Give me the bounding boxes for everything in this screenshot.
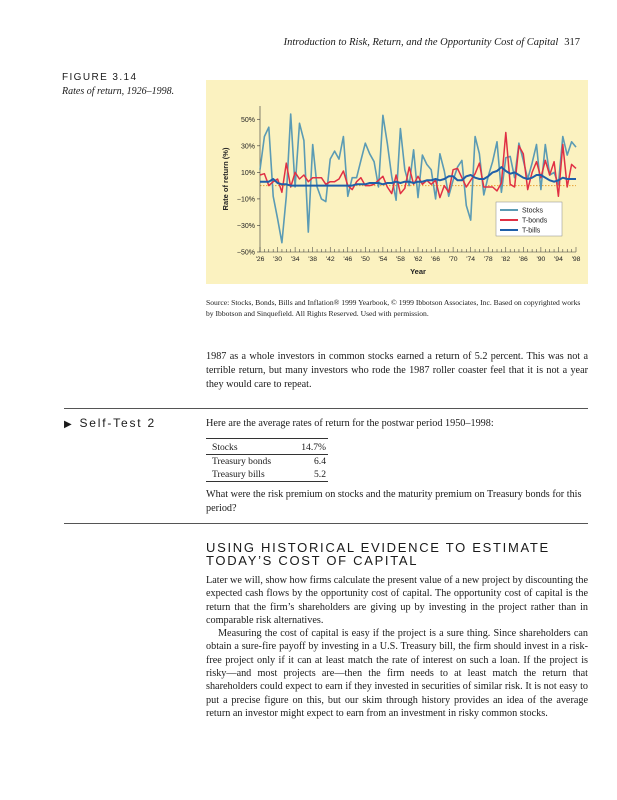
- y-tick-label: −50%: [236, 249, 255, 257]
- returns-chart: [206, 80, 588, 284]
- y-tick-label: −10%: [236, 196, 255, 204]
- x-tick-label: '62: [413, 256, 423, 263]
- x-tick-label: '98: [571, 256, 581, 263]
- x-tick-label: '86: [518, 256, 528, 263]
- x-tick-label: '30: [273, 256, 282, 263]
- self-test-intro: Here are the average rates of return for the postwar period 1950–1998:: [206, 418, 494, 429]
- page-number: 317: [564, 37, 580, 48]
- section-heading-line-2: TODAY’S COST OF CAPITAL: [206, 553, 419, 568]
- legend-label: Stocks: [522, 207, 544, 215]
- x-tick-label: '70: [448, 256, 458, 263]
- x-tick-label: '90: [536, 256, 546, 263]
- section-heading: [206, 541, 588, 567]
- x-tick-label: '38: [308, 256, 318, 263]
- divider-bottom: [64, 523, 588, 524]
- x-tick-label: '54: [378, 256, 388, 263]
- row-name: Treasury bonds: [212, 456, 272, 467]
- running-head-title: Introduction to Risk, Return, and the Opportunity Cost of Capital: [283, 37, 559, 48]
- section-paragraph-1: Later we will, show how firms calculate the present value of a new project by discounting the expected cash flows by the opportunity cost of capital. The opportunity cost of capital is the return that the firm’s shareholders are giving up by investing in the project rather than in comparable risk alternatives.: [206, 575, 588, 626]
- x-tick-label: '78: [483, 256, 493, 263]
- self-test-label: [64, 416, 156, 430]
- x-tick-label: '42: [325, 256, 335, 263]
- table-row: [206, 468, 328, 481]
- row-value: 14.7%: [301, 442, 326, 453]
- x-tick-label: '46: [343, 256, 353, 263]
- x-tick-label: '74: [466, 256, 476, 263]
- x-tick-label: '34: [290, 256, 300, 263]
- x-tick-label: '82: [501, 256, 511, 263]
- y-tick-label: −30%: [236, 222, 255, 230]
- figure-caption: Rates of return, 1926–1998.: [62, 86, 175, 97]
- y-tick-label: 10%: [240, 169, 255, 177]
- table-row: [206, 441, 328, 455]
- row-value: 5.2: [314, 469, 326, 480]
- self-test-question: What were the risk premium on stocks and the maturity premium on Treasury bonds for this period?: [206, 489, 582, 514]
- y-tick-label: 30%: [240, 143, 255, 151]
- self-test-marker-icon: ▶: [64, 419, 74, 430]
- x-tick-label: '58: [396, 256, 405, 263]
- x-axis-title: Year: [410, 267, 426, 276]
- running-head: [250, 37, 580, 48]
- legend-label: T-bonds: [522, 217, 548, 225]
- source-note: Source: Stocks, Bonds, Bills and Inflation® 1999 Yearbook, © 1999 Ibbotson Associates, Inc. Based on copyrighted works by Ibbotson and Sinquefield. All Rights Reserved. Used with permission.: [206, 298, 581, 318]
- table-row: [206, 455, 328, 468]
- x-tick-label: '50: [360, 256, 370, 263]
- self-test-title: Self-Test 2: [79, 416, 156, 430]
- body-paragraph: 1987 as a whole investors in common stocks earned a return of 5.2 percent. This was not a terrible return, but many investors who rode the 1987 roller coaster feel that it is not a year they would care to repeat.: [206, 351, 588, 390]
- row-value: 6.4: [314, 456, 326, 467]
- y-axis-title: Rate of return (%): [221, 147, 230, 211]
- divider-top: [64, 408, 588, 409]
- figure-label: FIGURE 3.14: [62, 72, 138, 83]
- x-tick-label: '94: [554, 256, 563, 263]
- x-tick-label: '26: [255, 256, 265, 263]
- row-name: Stocks: [212, 442, 238, 453]
- y-tick-label: 50%: [240, 116, 255, 124]
- row-name: Treasury bills: [212, 469, 265, 480]
- section-heading-line-1: USING HISTORICAL EVIDENCE TO ESTIMATE: [206, 540, 550, 555]
- self-test-table: [206, 438, 328, 482]
- legend-label: T-bills: [522, 227, 541, 235]
- section-body: [206, 574, 588, 720]
- x-tick-label: '66: [431, 256, 440, 263]
- section-paragraph-2: Measuring the cost of capital is easy if the project is a sure thing. Since shareholders can obtain a sure-fire payoff by investing in a U.S. Treasury bill, the firm should invest in a risk-free project only if it can at least match the rate of interest on such a loan. If the project is risky—and most projects are—then the firm needs to at least match the return that shareholders could expect to earn if they invested in securities of similar risk. It is not easy to put a precise figure on this, but our skim through history provides an idea of the average return an investor might expect to earn from an investment in risky common stocks.: [206, 628, 588, 719]
